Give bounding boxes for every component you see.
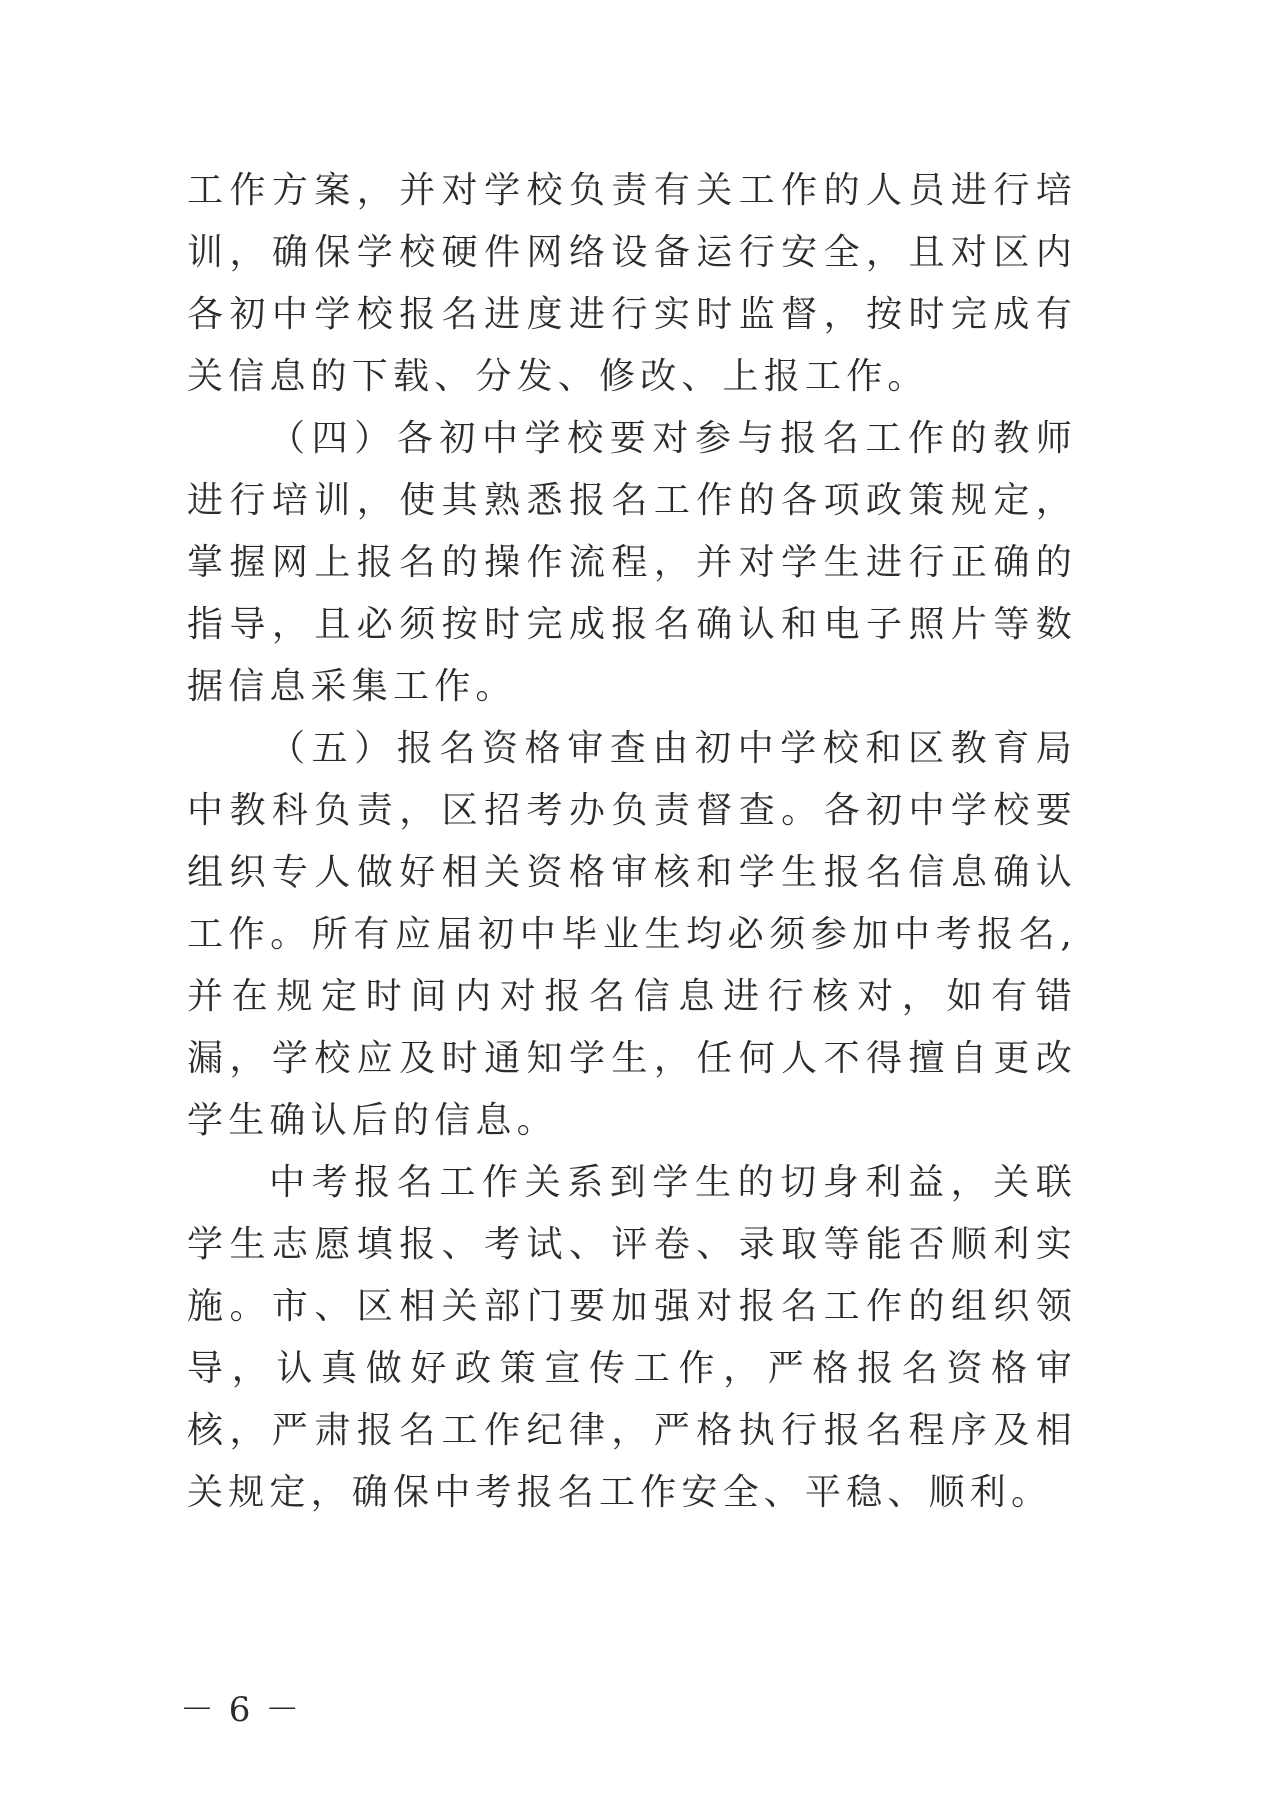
paragraph-conclusion: 中考报名工作关系到学生的切身利益，关联学生志愿填报、考试、评卷、录取等能否顺利实施。市、区相关部门要加强对报名工作的组织领导，认真做好政策宣传工作，严格报名资格审核，严肃报名工作纪律，严格执行报名程序及相关规定，确保中考报名工作安全、平稳、顺利。 bbox=[187, 1162, 1077, 1513]
document-body bbox=[187, 160, 1077, 1524]
paragraph-item-four: （四）各初中学校要对参与报名工作的教师进行培训，使其熟悉报名工作的各项政策规定，掌握网上报名的操作流程，并对学生进行正确的指导，且必须按时完成报名确认和电子照片等数据信息采集工作。 bbox=[187, 418, 1077, 707]
page-number: － 6 － bbox=[180, 1690, 302, 1730]
paragraph-item-five: （五）报名资格审查由初中学校和区教育局中教科负责，区招考办负责督查。各初中学校要组织专人做好相关资格审核和学生报名信息确认工作。所有应届初中毕业生均必须参加中考报名,并在规定时间内对报名信息进行核对，如有错漏，学校应及时通知学生，任何人不得擅自更改学生确认后的信息。 bbox=[187, 728, 1077, 1141]
paragraph-continuation: 工作方案，并对学校负责有关工作的人员进行培训，确保学校硬件网络设备运行安全，且对区内各初中学校报名进度进行实时监督，按时完成有关信息的下载、分发、修改、上报工作。 bbox=[187, 170, 1077, 397]
